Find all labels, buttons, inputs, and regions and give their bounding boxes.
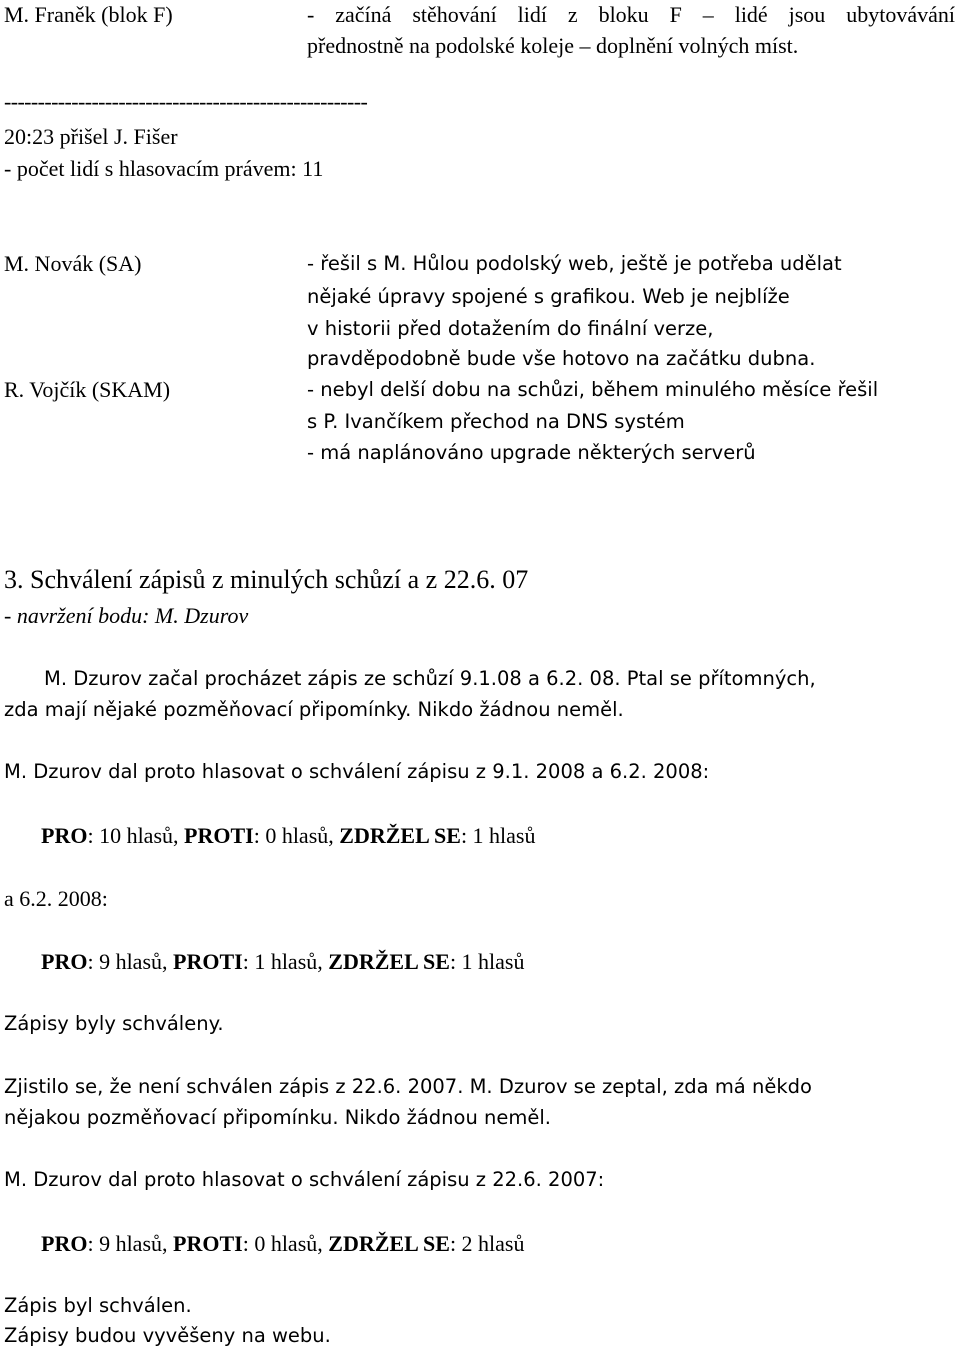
vote-proti-value: : 0 hlasů, — [253, 823, 340, 848]
vote-pro-value: : 9 hlasů, — [87, 1231, 174, 1256]
approved-note-2: Zápis byl schválen. — [4, 1294, 192, 1317]
found-line-1: Zjistilo se, že není schválen zápis z 22.6. 2007. M. Dzurov se zeptal, zda má někdo — [4, 1075, 812, 1098]
vote-proti-value: : 0 hlasů, — [242, 1231, 329, 1256]
intro-line-1: M. Dzurov začal procházet zápis ze schůzí 9.1.08 a 6.2. 08. Ptal se přítomných, — [44, 667, 816, 690]
arrival-note: 20:23 přišel J. Fišer — [4, 124, 178, 149]
novak-note-line-3: v historii před dotažením do finální verze, — [307, 317, 714, 340]
approved-note-1: Zápisy byly schváleny. — [4, 1012, 224, 1035]
section-heading: 3. Schválení zápisů z minulých schůzí a z 22.6. 07 — [4, 565, 529, 594]
speaker-vojcik: R. Vojčík (SKAM) — [4, 377, 171, 402]
second-minutes-label: a 6.2. 2008: — [4, 886, 108, 911]
separator-line: ------------------------------------------------------ — [4, 89, 368, 114]
vote-call-1: M. Dzurov dal proto hlasovat o schválení zápisu z 9.1. 2008 a 6.2. 2008: — [4, 760, 710, 783]
vote-result-3 — [41, 1233, 525, 1255]
voters-count: - počet lidí s hlasovacím právem: 11 — [4, 156, 324, 181]
speaker-franek: M. Franěk (blok F) — [4, 2, 173, 27]
vojcik-note-line-2: s P. Ivančíkem přechod na DNS systém — [307, 410, 685, 433]
vote-pro-label: PRO — [41, 949, 88, 974]
vote-zdrzel-label: ZDRŽEL SE — [328, 1231, 450, 1256]
speaker-novak: M. Novák (SA) — [4, 251, 142, 276]
franek-note-line-2: přednostně na podolské koleje – doplnění volných míst. — [307, 33, 799, 58]
vote-pro-value: : 9 hlasů, — [87, 949, 174, 974]
intro-line-2: zda mají nějaké pozměňovací připomínky. Nikdo žádnou neměl. — [4, 698, 624, 721]
posted-note: Zápisy budou vyvěšeny na webu. — [4, 1324, 331, 1347]
novak-note-line-2: nějaké úpravy spojené s grafikou. Web je nejblíže — [307, 285, 790, 308]
novak-note-line-4: pravděpodobně bude vše hotovo na začátku dubna. — [307, 347, 816, 370]
novak-note-line-1: - řešil s M. Hůlou podolský web, ještě je potřeba udělat — [307, 252, 842, 275]
section-proposal: - navržení bodu: M. Dzurov — [4, 603, 249, 628]
vote-proti-label: PROTI — [173, 1231, 243, 1256]
vote-proti-label: PROTI — [184, 823, 254, 848]
vote-pro-label: PRO — [41, 1231, 88, 1256]
vote-zdrzel-label: ZDRŽEL SE — [328, 949, 450, 974]
vote-zdrzel-value: : 1 hlasů — [449, 949, 525, 974]
vojcik-note-line-1: - nebyl delší dobu na schůzi, během minulého měsíce řešil — [307, 378, 879, 401]
vote-pro-label: PRO — [41, 823, 88, 848]
vote-result-1 — [41, 825, 536, 847]
vote-zdrzel-value: : 2 hlasů — [449, 1231, 525, 1256]
vote-proti-value: : 1 hlasů, — [242, 949, 329, 974]
vote-pro-value: : 10 hlasů, — [87, 823, 185, 848]
vote-call-2: M. Dzurov dal proto hlasovat o schválení zápisu z 22.6. 2007: — [4, 1168, 605, 1191]
franek-note-line-1: - začíná stěhování lidí z bloku F – lidé jsou ubytovávání — [307, 2, 955, 27]
vojcik-note-line-3: - má naplánováno upgrade některých serverů — [307, 441, 756, 464]
vote-result-2 — [41, 951, 525, 973]
vote-zdrzel-label: ZDRŽEL SE — [339, 823, 461, 848]
vote-zdrzel-value: : 1 hlasů — [460, 823, 536, 848]
found-line-2: nějakou pozměňovací připomínku. Nikdo žádnou neměl. — [4, 1106, 551, 1129]
vote-proti-label: PROTI — [173, 949, 243, 974]
